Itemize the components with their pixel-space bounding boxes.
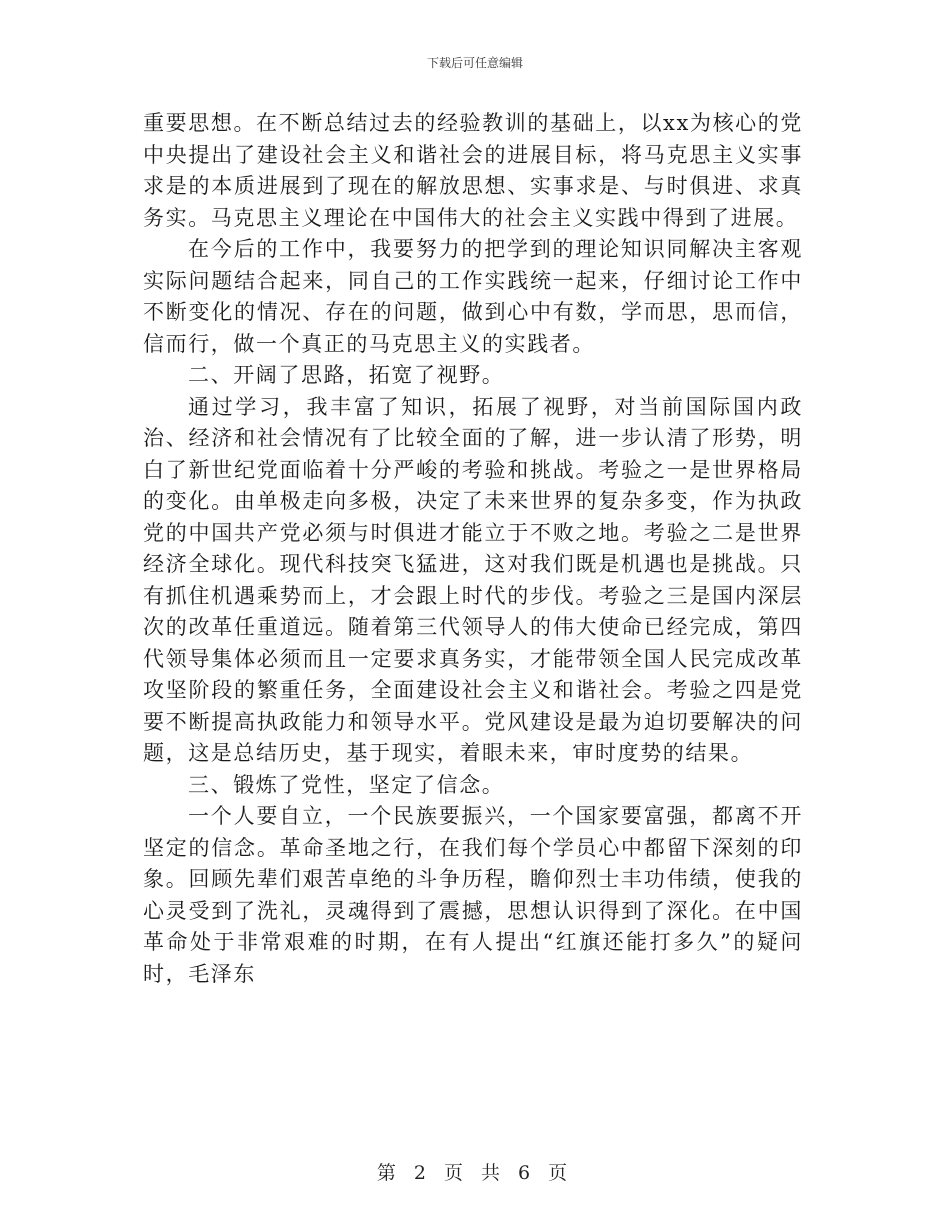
paragraph-1: 重要思想。在不断总结过去的经验教训的基础上，以xx为核心的党中央提出了建设社会主义和谐社会的进展目标，将马克思主义实事求是的本质进展到了现在的解放思想、实事求是、与时俱进、求真务实。马克思主义理论在中国伟大的社会主义实践中得到了进展。 [143,111,803,230]
page-header-note: 下载后可任意编辑 [426,56,523,70]
section-heading-3: 三、锻炼了党性，坚定了信念。 [188,772,505,797]
paragraph-4: 一个人要自立，一个民族要振兴，一个国家要富强，都离不开坚定的信念。革命圣地之行，在我们每个学员心中都留下深刻的印象。回顾先辈们艰苦卓绝的斗争历程，瞻仰烈士丰功伟绩，使我的心灵受到了洗礼，灵魂得到了震撼，思想认识得到了深化。在中国革命处于非常艰难的时期，在有人提出“红旗还能打多久”的疑问时，毛泽东 [143,804,803,986]
section-heading-2: 二、开阔了思路，拓宽了视野。 [188,363,505,387]
paragraph-2: 在今后的工作中，我要努力的把学到的理论知识同解决主客观实际问题结合起来，同自己的工作实践统一起来，仔细讨论工作中不断变化的情况、存在的问题，做到心中有数，学而思，思而信，信而行，做一个真正的马克思主义的实践者。 [143,237,803,356]
paragraph-3: 通过学习，我丰富了知识，拓展了视野，对当前国际国内政治、经济和社会情况有了比较全面的了解，进一步认清了形势，明白了新世纪党面临着十分严峻的考验和挑战。考验之一是世界格局的变化。由单极走向多极，决定了未来世界的复杂多变，作为执政党的中国共产党必须与时俱进才能立于不败之地。考验之二是世界经济全球化。现代科技突飞猛进，这对我们既是机遇也是挑战。只有抓住机遇乘势而上，才会跟上时代的步伐。考验之三是国内深层次的改革任重道远。随着第三代领导人的伟大使命已经完成，第四代领导集体必须而且一定要求真务实，才能带领全国人民完成改革攻坚阶段的繁重任务，全面建设社会主义和谐社会。考验之四是党要不断提高执政能力和领导水平。党风建设是最为迫切要解决的问题，这是总结历史，基于现实，着眼未来，审时度势的结果。 [143,394,803,765]
document-body [143,108,803,990]
page-number-footer: 第 2 页 共 6 页 [376,1162,574,1184]
